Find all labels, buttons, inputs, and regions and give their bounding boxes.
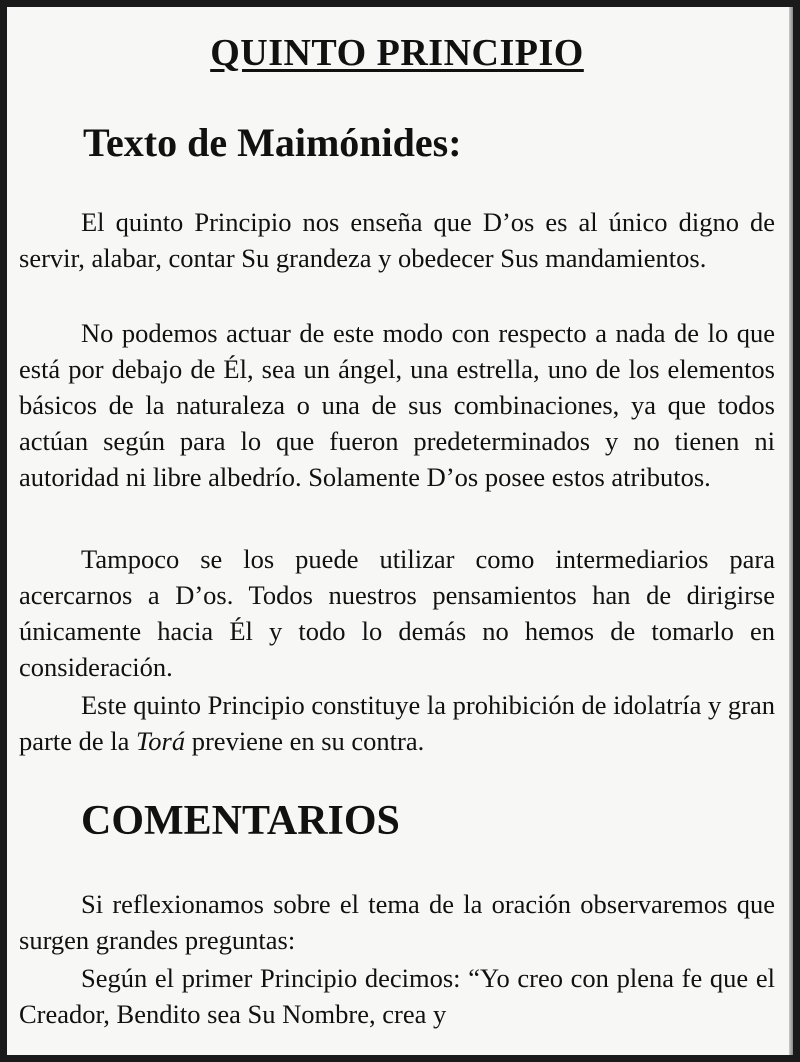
paragraph-2: No podemos actuar de este modo con respecto a nada de lo que está por debajo de Él, sea un ángel, una estrella, uno de los elementos básicos de la naturaleza o una de sus combinaciones, ya que todos actúan según para lo que fueron predeterminados y no tienen ni autoridad ni libre albedrío. Solamente D’os posee estos atributos. bbox=[19, 318, 775, 492]
tora-italic: Torá bbox=[135, 726, 186, 756]
paragraph-6: Según el primer Principio decimos: “Yo creo con plena fe que el Creador, Bendito sea Su Nombre, crea y bbox=[19, 963, 775, 1029]
paragraph-5: Si reflexionamos sobre el tema de la oración observaremos que surgen grandes preguntas: bbox=[19, 889, 775, 955]
paragraph-1: El quinto Principio nos enseña que D’os es al único digno de servir, alabar, contar Su grandeza y obedecer Sus mandamientos. bbox=[19, 207, 775, 273]
paragraph-4 bbox=[19, 687, 775, 759]
paragraph-3: Tampoco se los puede utilizar como intermediarios para acercarnos a D’os. Todos nuestros pensamientos han de dirigirse únicamente hacia Él y todo lo demás no hemos de tomarlo en consideración. bbox=[19, 544, 775, 682]
section-heading-comentarios: COMENTARIOS bbox=[81, 798, 400, 844]
paragraph-4-text-end: previene en su contra. bbox=[185, 726, 425, 756]
page-edge-shadow bbox=[789, 7, 793, 1055]
section-heading-maimonides: Texto de Maimónides: bbox=[83, 120, 462, 165]
document-page bbox=[7, 7, 793, 1055]
page-title: QUINTO PRINCIPIO bbox=[210, 32, 584, 74]
paragraph-4-text-start: Este quinto Principio constituye la prohibición de idolatría y gran parte de la bbox=[19, 690, 776, 756]
